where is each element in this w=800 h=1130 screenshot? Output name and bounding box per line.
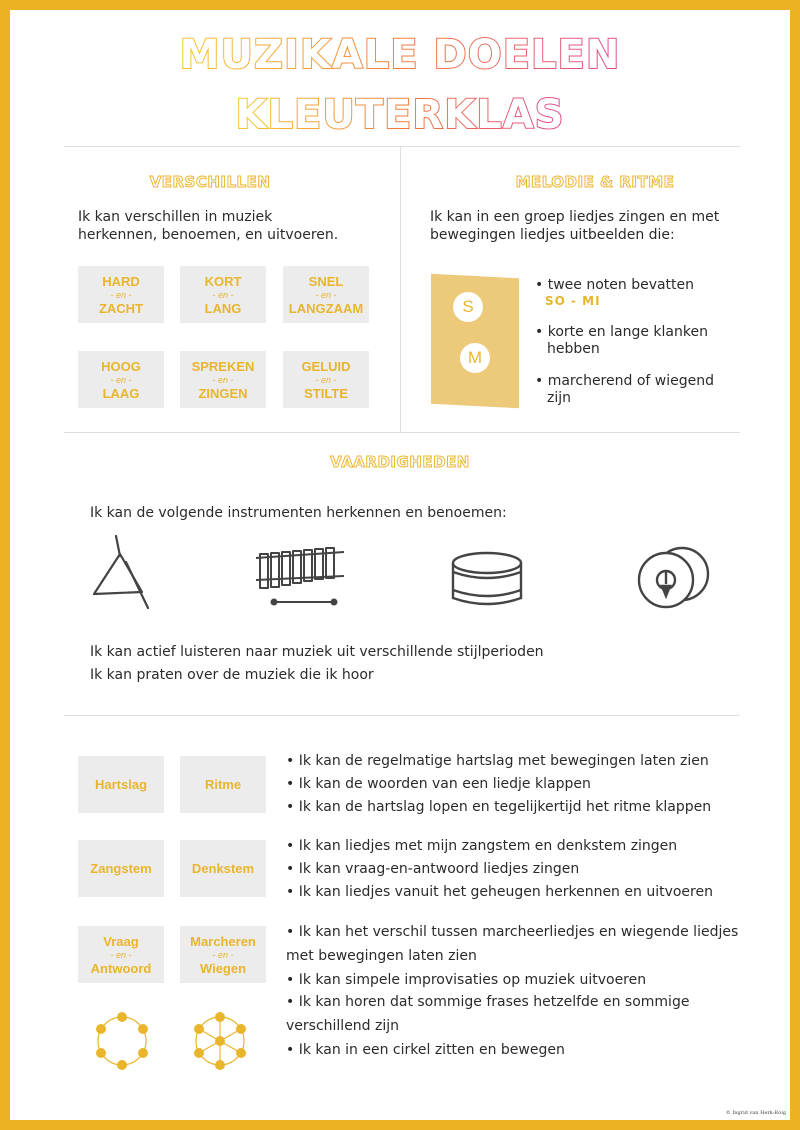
- poster: [10, 10, 790, 1120]
- melodie-intro-2: bewegingen liedjes uitbeelden die:: [430, 227, 675, 243]
- note-s: S: [453, 292, 483, 322]
- solmi-label: SO - MI: [545, 294, 601, 308]
- goal-2-1: • Ik kan liedjes met mijn zangstem en denkstem zingen: [286, 838, 678, 854]
- tile-spreken-zingen: SPREKEN - en - ZINGEN: [180, 351, 266, 408]
- circle-center-icon: [184, 1008, 256, 1074]
- divider-top: [64, 146, 740, 147]
- cymbals-icon: [636, 542, 712, 614]
- verschillen-intro-2: herkennen, benoemen, en uitvoeren.: [78, 227, 339, 243]
- melodie-bullet-3a: • marcherend of wiegend: [535, 373, 714, 389]
- melodie-title: MELODIE & RITME: [515, 173, 675, 191]
- luisteren-line: Ik kan actief luisteren naar muziek uit verschillende stijlperioden: [90, 644, 544, 660]
- melodie-bullet-2a: • korte en lange klanken: [535, 324, 708, 340]
- melodie-bullet-2b: hebben: [547, 341, 600, 357]
- goal-3-3b: verschillend zijn: [286, 1018, 400, 1034]
- note-m: M: [460, 343, 490, 373]
- goal-3-2: • Ik kan simpele improvisaties op muziek uitvoeren: [286, 972, 647, 988]
- goal-2-3: • Ik kan liedjes vanuit het geheugen herkennen en uitvoeren: [286, 884, 713, 900]
- goal-3-4: • Ik kan in een cirkel zitten en bewegen: [286, 1042, 565, 1058]
- tile-marcheren-wiegen: Marcheren - en - Wiegen: [180, 926, 266, 983]
- divider-vertical: [400, 146, 401, 432]
- verschillen-title: VERSCHILLEN: [149, 173, 271, 191]
- melodie-bullet-1: • twee noten bevatten: [535, 277, 695, 293]
- goal-1-1: • Ik kan de regelmatige hartslag met bewegingen laten zien: [286, 753, 709, 769]
- tile-geluid-stilte: GELUID - en - STILTE: [283, 351, 369, 408]
- tile-snel-langzaam: SNEL - en - LANGZAAM: [283, 266, 369, 323]
- copyright-credit: © Ingrid van Herk-Roig: [725, 1110, 786, 1116]
- goal-1-2: • Ik kan de woorden van een liedje klappen: [286, 776, 591, 792]
- goal-2-2: • Ik kan vraag-en-antwoord liedjes zingen: [286, 861, 580, 877]
- xylophone-icon: [254, 546, 346, 606]
- drum-icon: [450, 550, 524, 608]
- tile-ritme: Ritme: [180, 756, 266, 813]
- melodie-bullet-3b: zijn: [547, 390, 572, 406]
- divider-lower: [64, 715, 740, 716]
- circle-formation-icon: [86, 1008, 158, 1074]
- tile-hard-zacht: HARD - en - ZACHT: [78, 266, 164, 323]
- goal-3-1: • Ik kan het verschil tussen marcheerliedjes en wiegende liedjes: [286, 924, 739, 940]
- title-line-1: MUZIKALE DOELEN: [179, 32, 621, 78]
- goal-3-1b: met bewegingen laten zien: [286, 948, 477, 964]
- tile-denkstem: Denkstem: [180, 840, 266, 897]
- vaardigheden-title: VAARDIGHEDEN: [330, 453, 470, 471]
- goal-3-3: • Ik kan horen dat sommige frases hetzelfde en sommige: [286, 994, 690, 1010]
- divider-middle: [64, 432, 740, 433]
- tile-zangstem: Zangstem: [78, 840, 164, 897]
- vaardigheden-intro: Ik kan de volgende instrumenten herkennen en benoemen:: [90, 505, 507, 521]
- title-line-2: KLEUTERKLAS: [235, 92, 565, 138]
- melodie-intro-1: Ik kan in een groep liedjes zingen en met: [430, 209, 720, 225]
- tile-kort-lang: KORT - en - LANG: [180, 266, 266, 323]
- tile-hoog-laag: HOOG - en - LAAG: [78, 351, 164, 408]
- praten-line: Ik kan praten over de muziek die ik hoor: [90, 667, 374, 683]
- verschillen-intro-1: Ik kan verschillen in muziek: [78, 209, 273, 225]
- triangle-icon: [88, 532, 158, 610]
- goal-1-3: • Ik kan de hartslag lopen en tegelijkertijd het ritme klappen: [286, 799, 712, 815]
- tile-hartslag: Hartslag: [78, 756, 164, 813]
- tile-vraag-antwoord: Vraag - en - Antwoord: [78, 926, 164, 983]
